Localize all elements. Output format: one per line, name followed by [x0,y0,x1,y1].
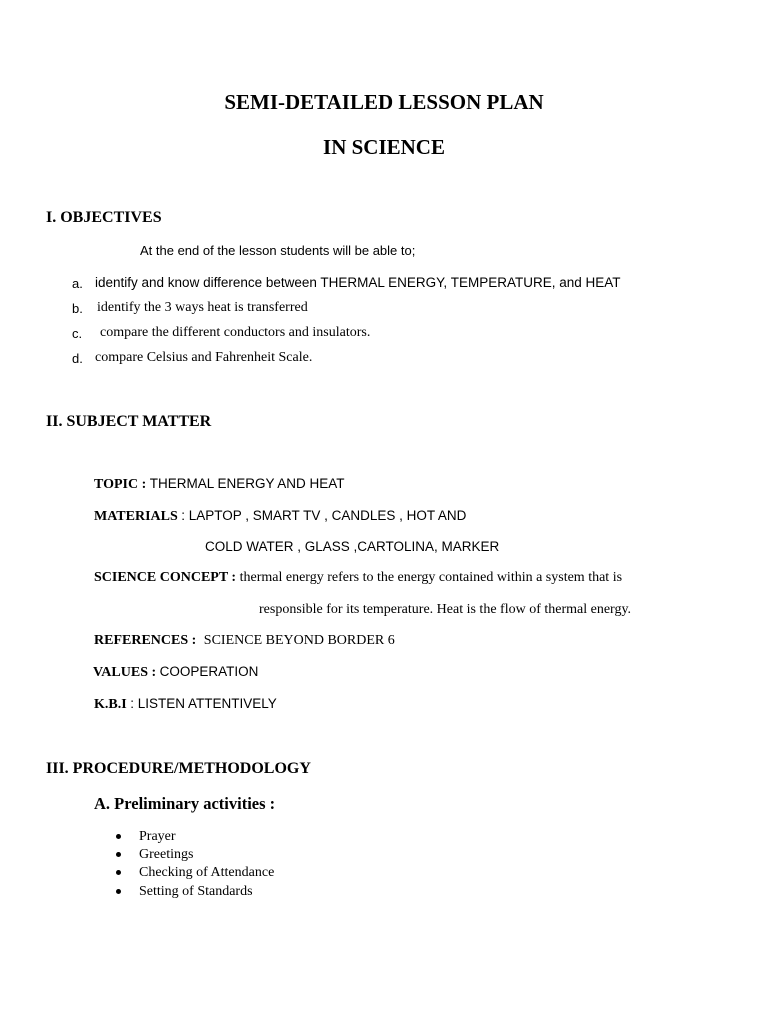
topic-value: THERMAL ENERGY AND HEAT [149,476,345,491]
objectives-heading: I. OBJECTIVES [46,209,162,226]
subject-matter-heading: II. SUBJECT MATTER [46,413,212,430]
science-concept-label: SCIENCE CONCEPT : [94,570,237,585]
bullet-icon [116,889,121,894]
list-item [112,828,274,846]
list-item [112,846,274,864]
bullet-icon [116,834,121,839]
procedure-heading: III. PROCEDURE/METHODOLOGY [46,760,311,777]
materials-label: MATERIALS [94,509,178,524]
references-row [94,633,395,649]
materials-value-continued: COLD WATER , GLASS ,CARTOLINA, MARKER [205,539,500,554]
materials-value: : LAPTOP , SMART TV , CANDLES , HOT AND [181,508,467,523]
preliminary-activities-list [112,828,274,901]
topic-label: TOPIC : [94,477,147,492]
materials-row [94,508,466,525]
science-concept-value: thermal energy refers to the energy contained within a system that is [239,570,623,585]
activity-prayer: Prayer [139,829,176,844]
kbi-row [94,696,277,713]
bullet-icon [116,870,121,875]
objectives-intro: At the end of the lesson students will be able to; [140,243,416,258]
list-item [112,864,274,882]
objective-item-c: compare the different conductors and insulators. [100,325,371,340]
bullet-icon [116,852,121,857]
science-concept-continued: responsible for its temperature. Heat is the flow of thermal energy. [259,602,632,617]
activity-standards: Setting of Standards [139,883,253,899]
values-row [93,664,258,681]
activity-greetings: Greetings [139,847,194,863]
objective-letter-b: b. [72,301,83,316]
activity-attendance: Checking of Attendance [139,865,275,881]
document-title: SEMI-DETAILED LESSON PLAN [224,90,544,114]
references-label: REFERENCES : [94,633,197,648]
topic-row [94,476,345,493]
objective-letter-a: a. [72,276,83,291]
preliminary-activities-heading: A. Preliminary activities : [94,794,276,813]
document-subtitle: IN SCIENCE [323,135,445,159]
values-value: COOPERATION [159,664,259,679]
objective-item-d: compare Celsius and Fahrenheit Scale. [95,350,313,365]
kbi-label: K.B.I [94,697,127,712]
objective-item-b: identify the 3 ways heat is transferred [97,300,308,315]
science-concept-row [94,570,622,586]
objective-letter-c: c. [72,326,83,341]
objective-item-a: identify and know difference between THERMAL ENERGY, TEMPERATURE, and HEAT [95,275,621,290]
list-item [112,883,274,901]
objective-letter-d: d. [72,351,83,366]
references-value: SCIENCE BEYOND BORDER 6 [203,633,395,648]
values-label: VALUES : [93,665,157,680]
kbi-value: : LISTEN ATTENTIVELY [130,696,277,711]
